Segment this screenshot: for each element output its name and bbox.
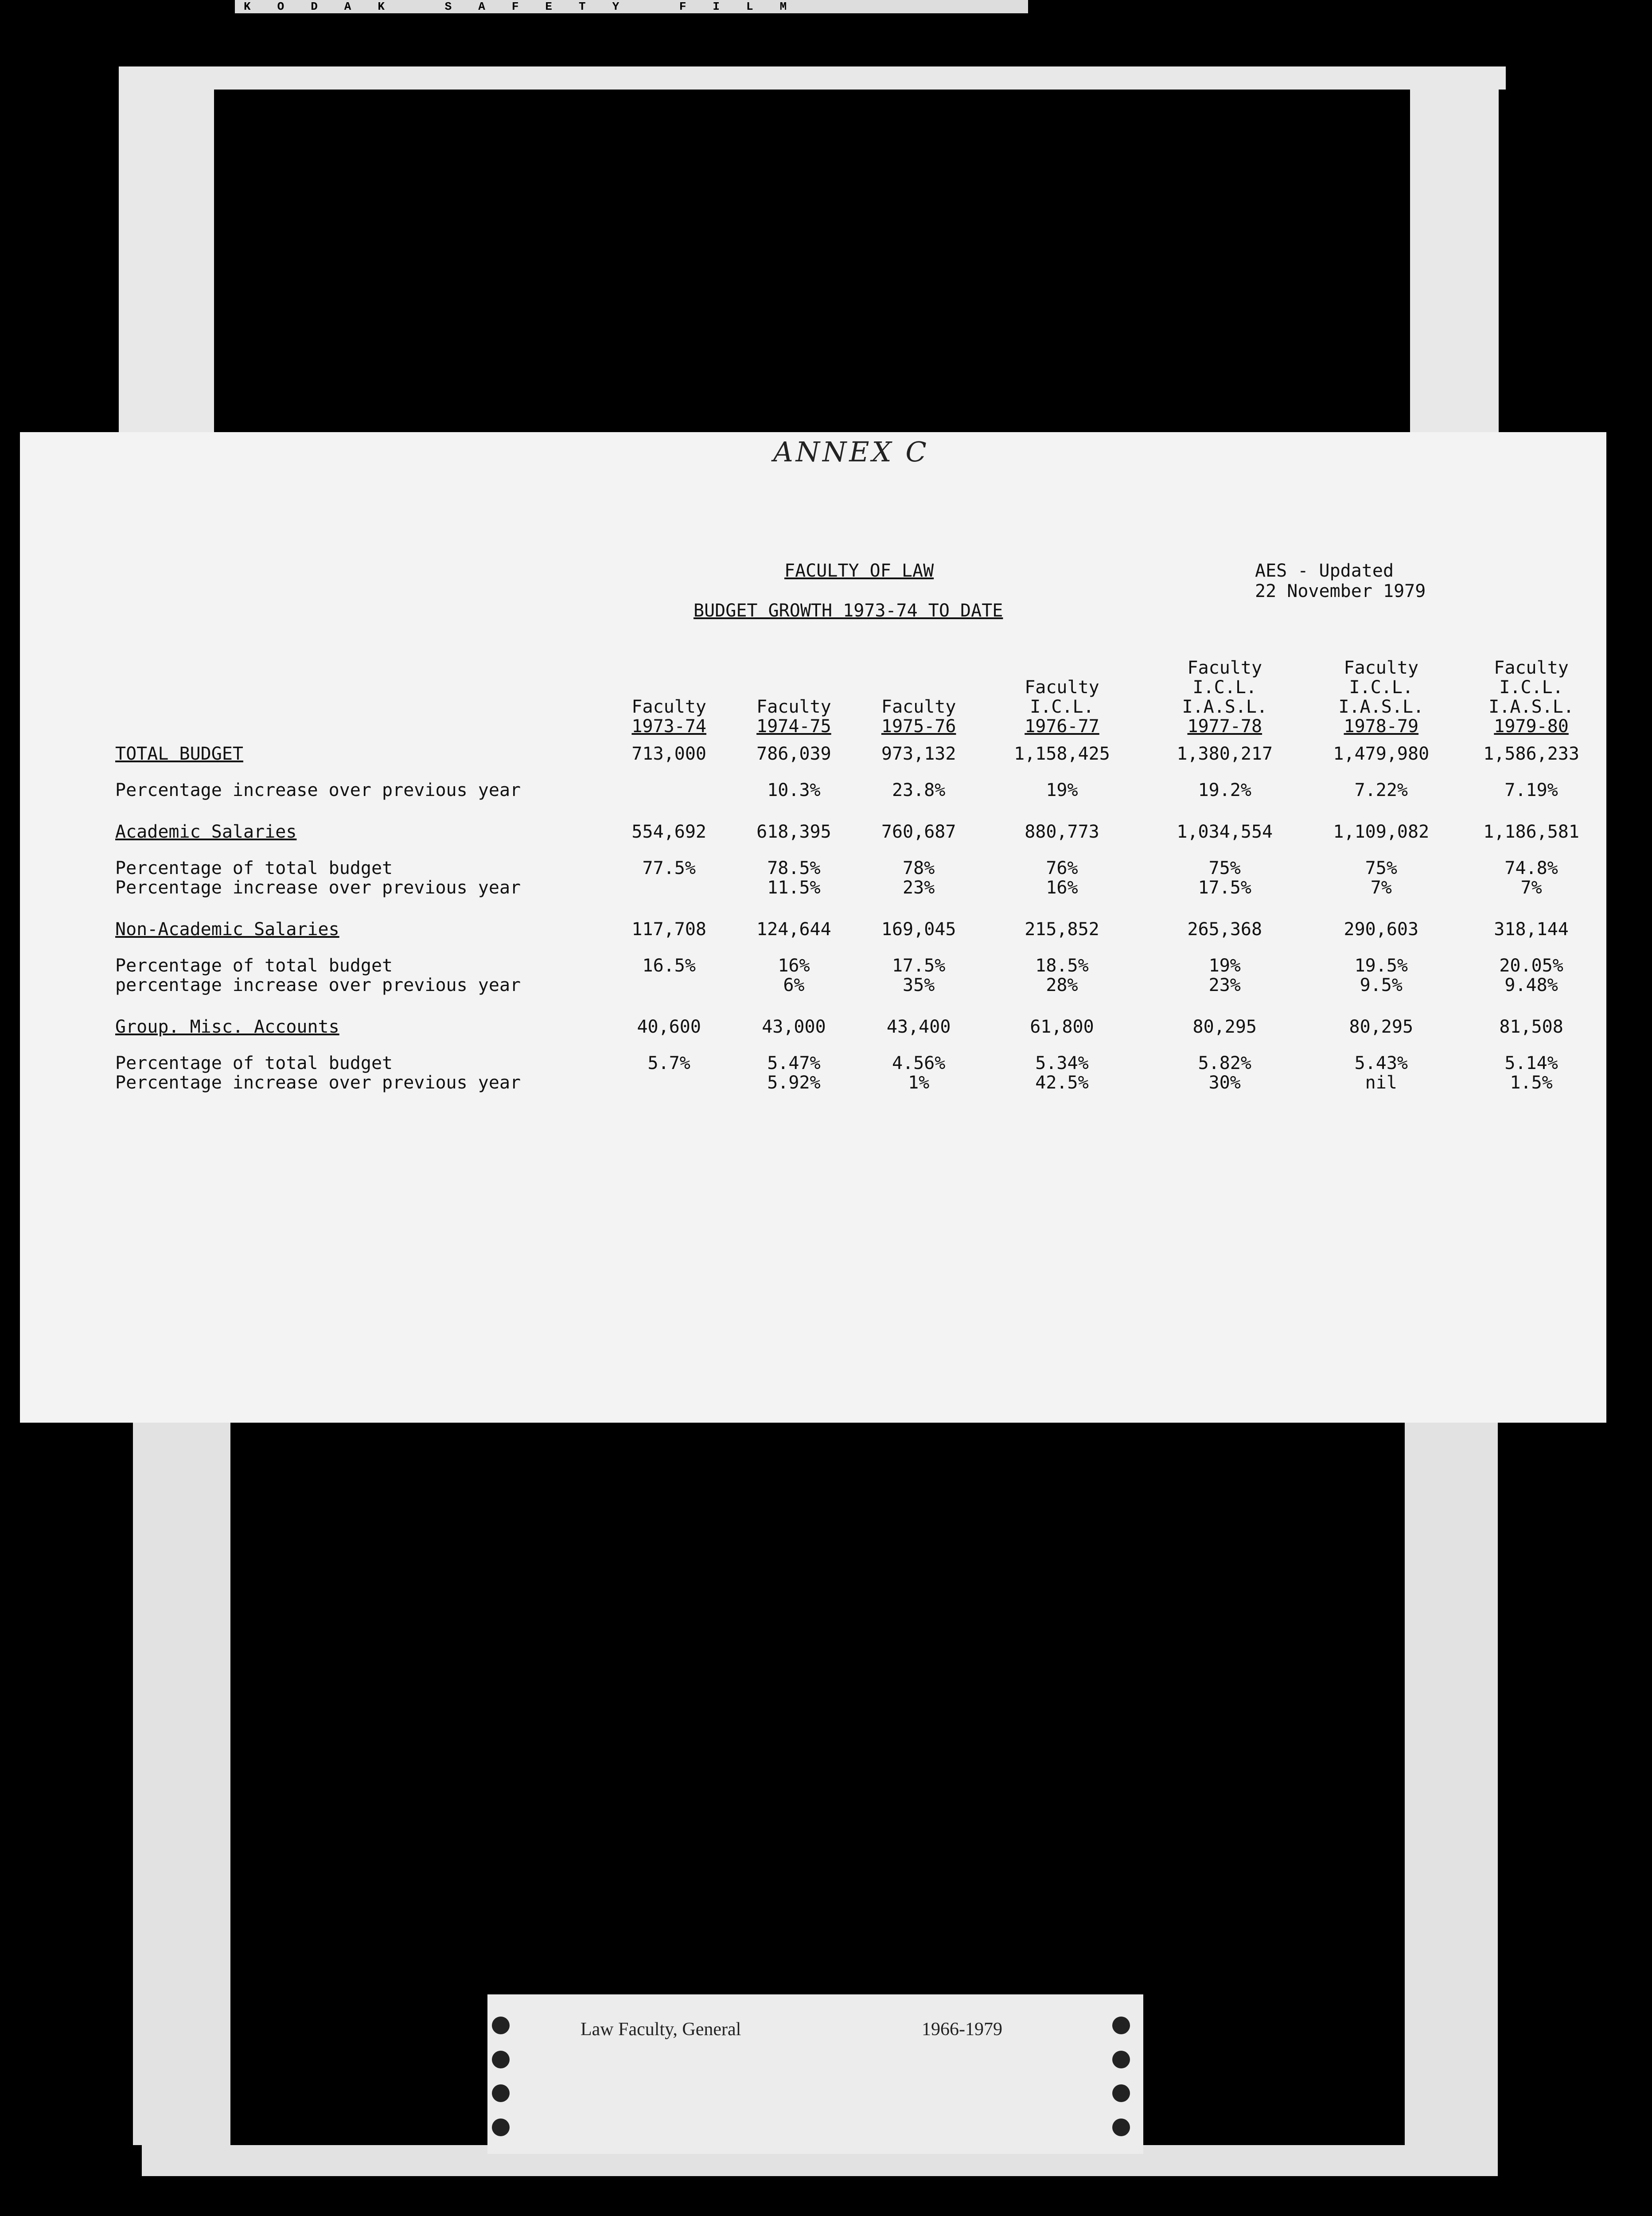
column-header-year: 1978-79 <box>1344 716 1419 737</box>
table-row <box>115 744 1606 764</box>
update-stamp-line1: AES - Updated <box>1255 561 1394 581</box>
file-card-name: Law Faculty, General <box>581 2019 741 2040</box>
table-cell: 77.5% <box>642 858 696 878</box>
film-edge-text: KODAK SAFETY FILM <box>244 0 814 13</box>
table-row <box>115 995 1606 1037</box>
file-label-card <box>487 1994 1143 2154</box>
table-cell: 1,034,554 <box>1177 822 1273 842</box>
column-header <box>607 658 731 744</box>
column-header-year: 1976-77 <box>1025 716 1099 737</box>
row-label: percentage increase over previous year <box>115 975 521 995</box>
punch-hole <box>492 2118 510 2136</box>
column-header-line: Faculty <box>1187 658 1262 678</box>
table-cell: 78.5% <box>767 858 821 878</box>
film-edge-strip <box>235 0 1028 13</box>
table-row <box>115 800 1606 842</box>
table-row <box>115 975 1606 995</box>
table-cell: 6% <box>783 975 805 995</box>
table-cell: 5.34% <box>1035 1053 1089 1073</box>
row-heading-label: TOTAL BUDGET <box>115 744 243 764</box>
table-cell: 17.5% <box>1198 878 1251 898</box>
column-header-year: 1974-75 <box>756 716 831 737</box>
document-title: FACULTY OF LAW <box>784 561 934 581</box>
column-header-line: Faculty <box>881 697 956 717</box>
row-label: Percentage increase over previous year <box>115 878 521 898</box>
punch-hole <box>1112 2051 1130 2068</box>
document-sheet <box>20 432 1606 1423</box>
table-cell: 75% <box>1365 858 1397 878</box>
table-cell: 17.5% <box>892 956 946 976</box>
table-cell: 265,368 <box>1187 919 1262 940</box>
table-cell: 75% <box>1208 858 1241 878</box>
table-cell: 5.92% <box>767 1073 821 1093</box>
mount-frame-right-upper <box>1410 66 1499 439</box>
table-header-row <box>115 658 1606 744</box>
column-header-line: I.C.L. <box>1499 677 1563 698</box>
mount-frame-right-lower <box>1405 1418 1498 2145</box>
table-row <box>115 764 1606 800</box>
column-header-line <box>981 658 1143 678</box>
table-cell: 11.5% <box>767 878 821 898</box>
table-row <box>115 842 1606 878</box>
table-cell: 1.5% <box>1510 1073 1553 1093</box>
table-cell: 1,186,581 <box>1483 822 1579 842</box>
column-header <box>981 658 1143 744</box>
column-header <box>857 658 980 744</box>
table-cell: 5.7% <box>647 1053 690 1073</box>
table-cell: 973,132 <box>881 744 956 764</box>
table-cell: 5.43% <box>1354 1053 1408 1073</box>
table-cell: 43,000 <box>762 1017 826 1037</box>
row-label: Percentage of total budget <box>115 1053 393 1073</box>
table-cell: 1,380,217 <box>1177 744 1273 764</box>
table-row <box>115 1037 1606 1073</box>
table-cell: 76% <box>1046 858 1078 878</box>
table-cell: 9.48% <box>1504 975 1558 995</box>
table-cell: 16.5% <box>642 956 696 976</box>
table-cell: 760,687 <box>881 822 956 842</box>
column-header-line: Faculty <box>1494 658 1569 678</box>
column-header-line <box>857 678 980 697</box>
table-cell: 880,773 <box>1025 822 1099 842</box>
punch-hole <box>1112 2017 1130 2034</box>
table-cell: 80,295 <box>1192 1017 1257 1037</box>
punch-hole <box>1112 2084 1130 2102</box>
table-cell: 42.5% <box>1035 1073 1089 1093</box>
mount-frame-left-lower <box>133 1418 230 2145</box>
table-cell: nil <box>1365 1073 1397 1093</box>
table-cell: 35% <box>903 975 935 995</box>
table-cell <box>607 878 731 897</box>
table-cell: 19.5% <box>1354 956 1408 976</box>
punch-hole <box>492 2084 510 2102</box>
row-label: Percentage increase over previous year <box>115 1073 521 1093</box>
mount-frame-top <box>119 66 1506 90</box>
mount-frame-left-upper <box>119 66 214 439</box>
table-cell: 78% <box>903 858 935 878</box>
table-cell: 19% <box>1208 956 1241 976</box>
budget-table <box>115 658 1606 1092</box>
table-cell: 124,644 <box>756 919 831 940</box>
table-row <box>115 878 1606 897</box>
table-row <box>115 1073 1606 1092</box>
row-heading-label: Academic Salaries <box>115 822 297 842</box>
table-cell: 786,039 <box>756 744 831 764</box>
column-header-line: Faculty <box>1025 677 1099 698</box>
table-cell: 215,852 <box>1025 919 1099 940</box>
table-cell: 7% <box>1520 878 1542 898</box>
table-cell: 81,508 <box>1499 1017 1563 1037</box>
table-cell: 16% <box>1046 878 1078 898</box>
table-cell: 318,144 <box>1494 919 1569 940</box>
column-header-line: I.A.S.L. <box>1338 697 1424 717</box>
table-cell: 28% <box>1046 975 1078 995</box>
table-cell: 290,603 <box>1344 919 1419 940</box>
table-cell: 5.14% <box>1504 1053 1558 1073</box>
table-cell: 23% <box>1208 975 1241 995</box>
document-subtitle: BUDGET GROWTH 1973-74 TO DATE <box>694 601 1003 621</box>
column-header-line: Faculty <box>756 697 831 717</box>
table-row <box>115 897 1606 939</box>
column-header-line: I.C.L. <box>1030 697 1094 717</box>
table-cell: 10.3% <box>767 780 821 800</box>
update-stamp-date: 22 November 1979 <box>1255 581 1426 601</box>
table-cell: 5.82% <box>1198 1053 1251 1073</box>
table-cell: 23.8% <box>892 780 946 800</box>
table-cell: 169,045 <box>881 919 956 940</box>
column-header <box>1143 658 1306 744</box>
column-header <box>1456 658 1606 744</box>
table-cell: 1,158,425 <box>1014 744 1110 764</box>
column-header-line: Faculty <box>1344 658 1419 678</box>
table-body <box>115 744 1606 1092</box>
table-cell: 1% <box>908 1073 930 1093</box>
column-header-line <box>607 678 731 697</box>
table-cell: 1,479,980 <box>1333 744 1430 764</box>
table-cell: 7.19% <box>1504 780 1558 800</box>
column-header-line <box>731 678 857 697</box>
column-header-line <box>857 658 980 678</box>
table-cell: 117,708 <box>631 919 706 940</box>
table-cell: 9.5% <box>1360 975 1403 995</box>
table-cell: 61,800 <box>1030 1017 1094 1037</box>
table-cell: 4.56% <box>892 1053 946 1073</box>
table-cell: 40,600 <box>637 1017 701 1037</box>
table-cell: 16% <box>778 956 810 976</box>
table-cell: 80,295 <box>1349 1017 1414 1037</box>
table-cell: 618,395 <box>756 822 831 842</box>
table-cell: 5.47% <box>767 1053 821 1073</box>
table-cell: 1,586,233 <box>1483 744 1579 764</box>
row-label: Percentage of total budget <box>115 858 393 878</box>
column-header-line: I.C.L. <box>1349 677 1414 698</box>
column-header-year: 1975-76 <box>881 716 956 737</box>
table-cell: 7.22% <box>1354 780 1408 800</box>
table-cell <box>607 975 731 995</box>
punch-holes-right <box>1112 2017 1130 2136</box>
punch-holes-left <box>492 2017 510 2136</box>
column-header-line: Faculty <box>631 697 706 717</box>
table-cell: 43,400 <box>886 1017 951 1037</box>
table-cell: 7% <box>1370 878 1392 898</box>
column-header-line: I.A.S.L. <box>1182 697 1268 717</box>
column-header-year: 1979-80 <box>1494 716 1569 737</box>
update-stamp <box>1255 561 1426 601</box>
table-cell <box>607 1073 731 1092</box>
punch-hole <box>492 2051 510 2068</box>
column-header-year: 1973-74 <box>631 716 706 737</box>
table-cell: 74.8% <box>1504 858 1558 878</box>
row-heading-label: Non-Academic Salaries <box>115 919 339 940</box>
column-header-line <box>607 658 731 678</box>
table-cell <box>607 764 731 800</box>
table-cell: 713,000 <box>631 744 706 764</box>
table-cell: 554,692 <box>631 822 706 842</box>
punch-hole <box>1112 2118 1130 2136</box>
table-row <box>115 939 1606 975</box>
table-cell: 23% <box>903 878 935 898</box>
row-label: Percentage of total budget <box>115 956 393 976</box>
column-header-line: I.A.S.L. <box>1488 697 1574 717</box>
column-header-line <box>731 658 857 678</box>
row-heading-label: Group. Misc. Accounts <box>115 1017 339 1037</box>
table-cell: 1,109,082 <box>1333 822 1430 842</box>
table-cell: 30% <box>1208 1073 1241 1093</box>
row-label: Percentage increase over previous year <box>115 780 521 800</box>
punch-hole <box>492 2017 510 2034</box>
annex-handwritten-label: ANNEX C <box>773 436 929 468</box>
row-label-header <box>115 658 607 744</box>
column-header <box>731 658 857 744</box>
column-header <box>1306 658 1456 744</box>
table-cell: 20.05% <box>1499 956 1563 976</box>
column-header-line: I.C.L. <box>1192 677 1257 698</box>
file-card-years: 1966-1979 <box>922 2019 1002 2040</box>
table-cell: 19% <box>1046 780 1078 800</box>
table-cell: 19.2% <box>1198 780 1251 800</box>
column-header-year: 1977-78 <box>1187 716 1262 737</box>
table-cell: 18.5% <box>1035 956 1089 976</box>
